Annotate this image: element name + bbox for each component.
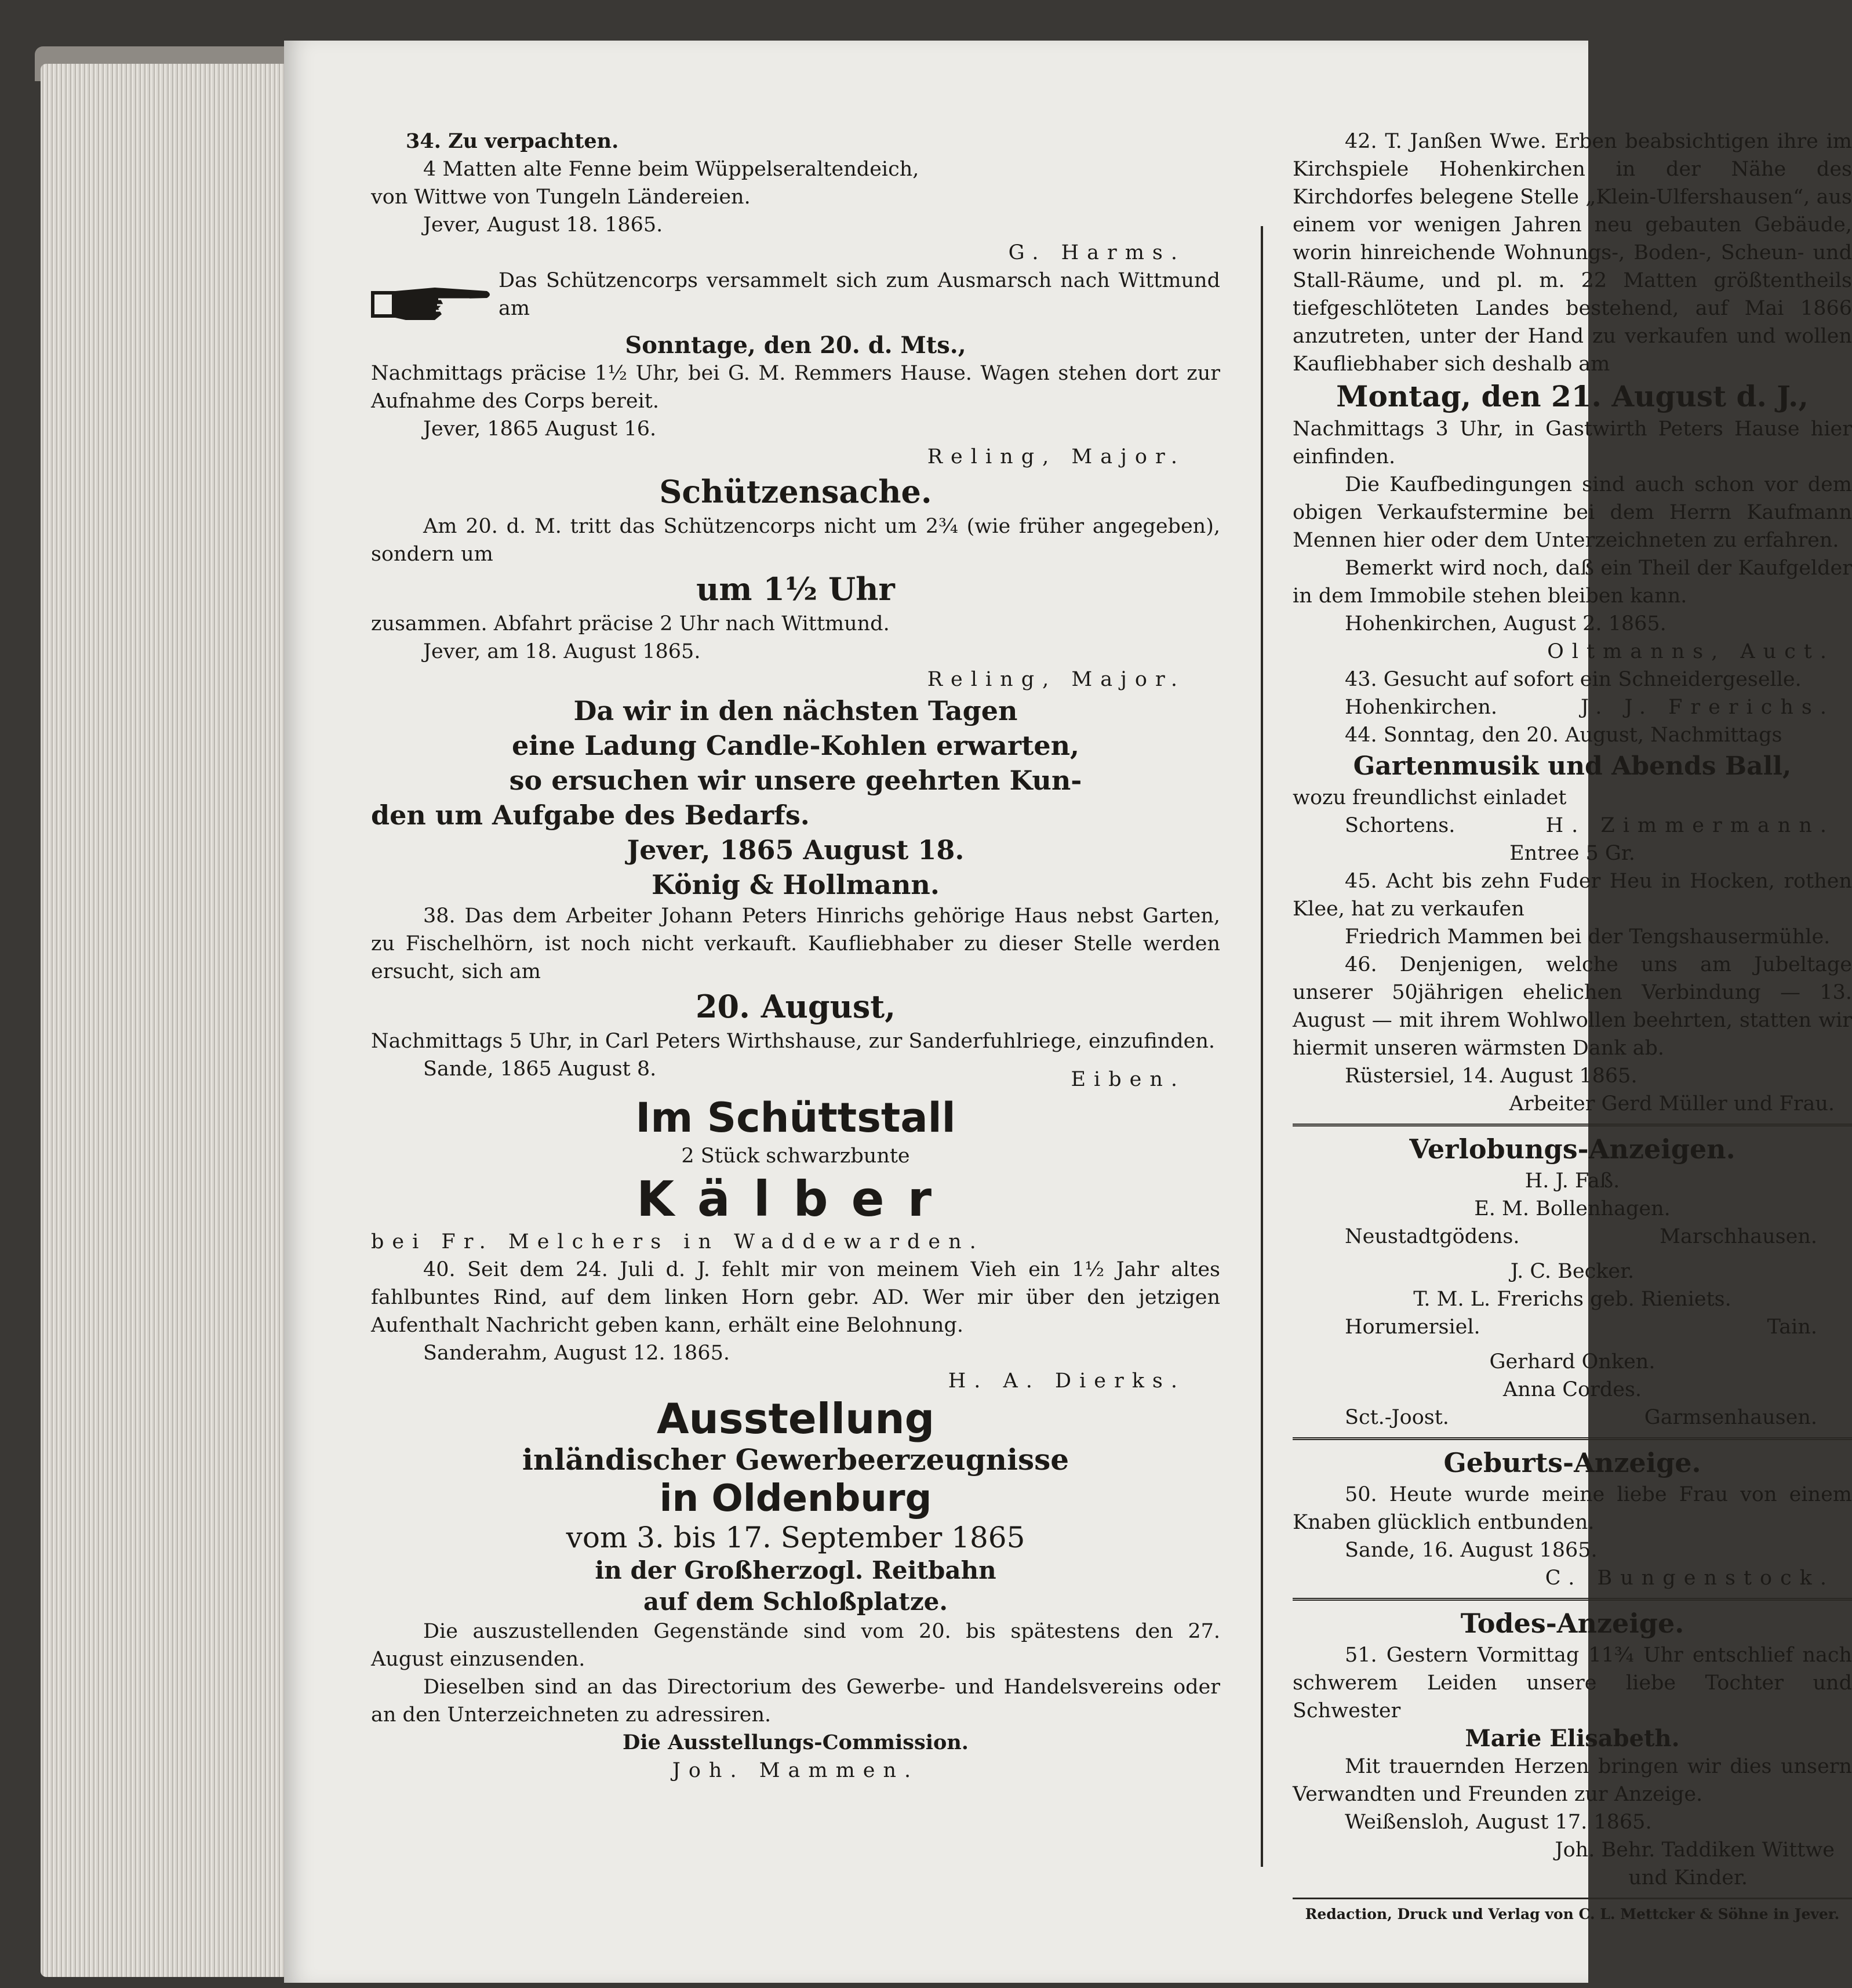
ad-37-line5: Jever, 1865 August 18. [627,834,965,866]
ad-41-signature2: Joh. Mammen. [672,1759,919,1782]
ad-41-heading2: inländischer Gewerbeerzeugnisse [522,1442,1069,1477]
ad-42 [1293,128,1852,666]
ad-36-time: um 1½ Uhr [696,570,895,608]
ad-41-heading3: in Oldenburg [659,1477,932,1520]
ad-39-text1: 2 Stück schwarzbunte [681,1144,910,1168]
ad-39-heading: Im Schüttstall [635,1094,956,1142]
ad-39-heading2: Kälber [636,1171,955,1227]
ad-40-text: 40. Seit dem 24. Juli d. J. fehlt mir von meinem Vieh ein 1½ Jahr altes fahlbuntes Rind, auf dem linken Horn gebr. AD. Wer mir über den jetzigen Aufenthalt Nachricht geben kann, erhält eine Belohnung. [371,1258,1220,1337]
ad-43-place: Hohenkirchen. [1345,696,1498,719]
book-page-edges [41,64,290,1977]
ad-37-line6: König & Hollmann. [652,869,940,900]
engagement-3-place-right: Garmsenhausen. [1644,1406,1817,1429]
ad-34-line1: 4 Matten alte Fenne beim Wüppelseraltendeich, [423,158,919,181]
ad-36-signature: Reling, Major. [927,668,1185,691]
engagement-2-place-left: Horumersiel. [1345,1315,1480,1339]
ad-42-text2: Nachmittags 3 Uhr, in Gastwirth Peters Hause hier einfinden. [1293,417,1852,468]
ad-43 [1293,666,1852,721]
ad-41-text1: Die auszustellenden Gegenstände sind vom 20. bis spätestens den 27. August einzusenden. [371,1620,1220,1671]
engagement-3-name-a: Gerhard Onken. [1489,1350,1655,1373]
engagement-3-name-b: Anna Cordes. [1502,1378,1642,1401]
ad-38-signature: Eiben. [1071,1068,1185,1091]
engagement-2-place-right: Tain. [1767,1315,1817,1339]
ad-41-signature1: Die Ausstellungs-Commission. [623,1731,969,1754]
ad-36 [371,471,1220,693]
ad-43-text: 43. Gesucht auf sofort ein Schneidergeselle. [1345,668,1802,691]
ad-43-signature: J. J. Frerichs. [1580,696,1835,719]
death-text1: 51. Gestern Vormittag 11¾ Uhr entschlief nach schwerem Leiden unsere liebe Tochter und Schwester [1293,1644,1852,1722]
ad-46-date: Rüstersiel, 14. August 1865. [1345,1064,1638,1088]
ad-45-signature: Friedrich Mammen bei der Tengshausermühle. [1345,925,1831,948]
birth-heading: Geburts-Anzeige. [1443,1447,1701,1478]
engagement-3-place-left: Sct.-Joost. [1345,1406,1449,1429]
right-column [1293,128,1852,1925]
left-column [371,128,1220,1785]
ad-35-date: Jever, 1865 August 16. [423,417,657,441]
ad-42-text1: 42. T. Janßen Wwe. Erben beabsichtigen ihre im Kirchspiele Hohenkirchen in der Nähe des Kirchdorfes belegene Stelle „Klein-Ulfershausen“, aus einem vor wenigen Jahren neu gebauten Gebäude, worin hinreichende Wohnungs-, Boden-, Scheun- und Stall-Räume, und pl. m. 22 Matten größtentheils tiefgeschlöteten Landes bestehend, auf Mai 1866 anzutreten, unter der Hand zu verkaufen und wollen Kaufliebhaber sich deshalb am [1293,130,1852,376]
ad-38-date-line: 20. August, [695,988,896,1025]
ad-46-text: 46. Denjenigen, welche uns am Jubeltage unserer 50jährigen ehelichen Verbindung — 13. August — mit ihrem Wohlwollen beehrten, statten wir hiermit unseren wärmsten Dank ab. [1293,953,1852,1060]
ad-41-heading6: auf dem Schloßplatze. [643,1587,948,1616]
ad-35 [371,267,1220,471]
ad-36-date: Jever, am 18. August 1865. [423,640,701,663]
ad-35-text1: Das Schützencorps versammelt sich zum Ausmarsch nach Wittmund am [499,269,1220,320]
engagement-1-name-a: H. J. Faß. [1524,1169,1620,1193]
ad-37-line3: so ersuchen wir unsere geehrten Kun- [509,765,1082,796]
ad-44-entree: Entree 5 Gr. [1509,842,1635,865]
ad-38-date: Sande, 1865 August 8. [423,1057,657,1081]
engagement-heading: Verlobungs-Anzeigen. [1409,1133,1735,1165]
column-divider [1261,226,1263,1867]
ad-42-date-line: Montag, den 21. August d. J., [1336,379,1809,413]
engagement-1-place-left: Neustadtgödens. [1345,1225,1520,1248]
ad-44 [1293,721,1852,867]
ad-41-text2: Dieselben sind an das Directorium des Gewerbe- und Handelsvereins oder an den Unterzeichneten zu adressiren. [371,1676,1220,1727]
death-text2: Mit trauernden Herzen bringen wir dies unsern Verwandten und Freunden zur Anzeige. [1293,1755,1852,1806]
death-date: Weißensloh, August 17. 1865. [1345,1811,1652,1834]
ad-46-signature: Arbeiter Gerd Müller und Frau. [1509,1092,1835,1115]
ad-41-heading5: in der Großherzogl. Reitbahn [595,1556,996,1584]
engagement-1-name-b: E. M. Bollenhagen. [1474,1197,1671,1220]
engagement-announcements [1293,1131,1852,1431]
ad-42-signature: Oltmanns, Auct. [1547,640,1835,663]
ad-46 [1293,951,1852,1118]
ad-40-date: Sanderahm, August 12. 1865. [423,1342,730,1365]
birth-signature: C. Bungenstock. [1545,1567,1835,1590]
ad-44-text1: 44. Sonntag, den 20. August, Nachmittags [1345,724,1782,747]
ad-36-heading: Schützensache. [659,473,932,510]
pointing-hand-icon [371,274,493,332]
ad-42-text4: Bemerkt wird noch, daß ein Theil der Kaufgelder in dem Immobile stehen bleiben kann. [1293,557,1852,608]
birth-date: Sande, 16. August 1865. [1345,1539,1598,1562]
birth-announcement [1293,1445,1852,1592]
death-name: Marie Elisabeth. [1465,1725,1680,1752]
ad-35-text2: Nachmittags präcise 1½ Uhr, bei G. M. Remmers Hause. Wagen stehen dort zur Aufnahme des Corps bereit. [371,362,1220,413]
section-rule [1293,1598,1852,1601]
ad-38-text1: 38. Das dem Arbeiter Johann Peters Hinrichs gehörige Haus nebst Garten, zu Fischelhörn, ist noch nicht verkauft. Kaufliebhaber zu dieser Stelle werden ersucht, sich am [371,904,1220,983]
ad-37-line2: eine Ladung Candle-Kohlen erwarten, [511,730,1080,761]
ad-34-line2: von Wittwe von Tungeln Ländereien. [371,186,751,209]
ad-34-date: Jever, August 18. 1865. [423,213,663,237]
ad-42-text3: Die Kaufbedingungen sind auch schon vor dem obigen Verkaufstermine bei dem Herrn Kaufmann Mennen hier oder dem Unterzeichneten zu erfahren. [1293,473,1852,552]
ad-34 [371,128,1220,267]
ad-41-heading1: Ausstellung [656,1394,935,1443]
newspaper-page [284,41,1852,1983]
ad-35-signature: Reling, Major. [927,445,1185,468]
ad-36-text2: zusammen. Abfahrt präcise 2 Uhr nach Wittmund. [371,612,890,635]
ad-39 [371,1093,1220,1256]
ad-39-text2: bei Fr. Melchers in Waddewarden. [371,1230,984,1253]
ad-36-text1: Am 20. d. M. tritt das Schützencorps nicht um 2¾ (wie früher angegeben), sondern um [371,515,1220,566]
ad-34-title: 34. Zu verpachten. [406,129,619,153]
death-signature2: und Kinder. [1628,1866,1748,1889]
ad-42-date: Hohenkirchen, August 2. 1865. [1345,612,1667,635]
engagement-2-name-a: J. C. Becker. [1510,1260,1635,1283]
death-signature1: Joh. Behr. Taddiken Wittwe [1555,1838,1835,1862]
ad-40 [371,1256,1220,1395]
ad-40-signature: H. A. Dierks. [948,1369,1185,1393]
engagement-1-place-right: Marschhausen. [1660,1225,1817,1248]
ad-44-text2: wozu freundlichst einladet [1293,786,1567,809]
ad-38 [371,902,1220,1093]
ad-44-place: Schortens. [1345,814,1456,837]
section-rule [1293,1898,1852,1899]
ad-44-heading: Gartenmusik und Abends Ball, [1353,751,1792,781]
ad-38-text2: Nachmittags 5 Uhr, in Carl Peters Wirthshause, zur Sanderfuhlriege, einzufinden. [371,1030,1216,1053]
death-heading: Todes-Anzeige. [1460,1608,1684,1639]
ad-45-text: 45. Acht bis zehn Fuder Heu in Hocken, rothen Klee, hat zu verkaufen [1293,870,1852,921]
death-announcement [1293,1605,1852,1892]
birth-text: 50. Heute wurde meine liebe Frau von einem Knaben glücklich entbunden. [1293,1483,1852,1534]
ad-34-signature: G. Harms. [1008,241,1185,264]
imprint: Redaction, Druck und Verlag von C. L. Mettcker & Söhne in Jever. [1305,1906,1840,1922]
ad-41-heading4: vom 3. bis 17. September 1865 [566,1521,1025,1554]
engagement-2-name-b: T. M. L. Frerichs geb. Rieniets. [1413,1288,1731,1311]
ad-41 [371,1395,1220,1785]
ad-44-signature: H. Zimmermann. [1545,814,1835,837]
ad-37-line1: Da wir in den nächsten Tagen [573,695,1018,726]
section-rule [1293,1437,1852,1440]
ad-37 [371,693,1220,902]
ad-45 [1293,867,1852,951]
section-rule [1293,1124,1852,1126]
ad-35-date-line: Sonntage, den 20. d. Mts., [625,332,966,359]
ad-37-line4: den um Aufgabe des Bedarfs. [371,799,810,831]
